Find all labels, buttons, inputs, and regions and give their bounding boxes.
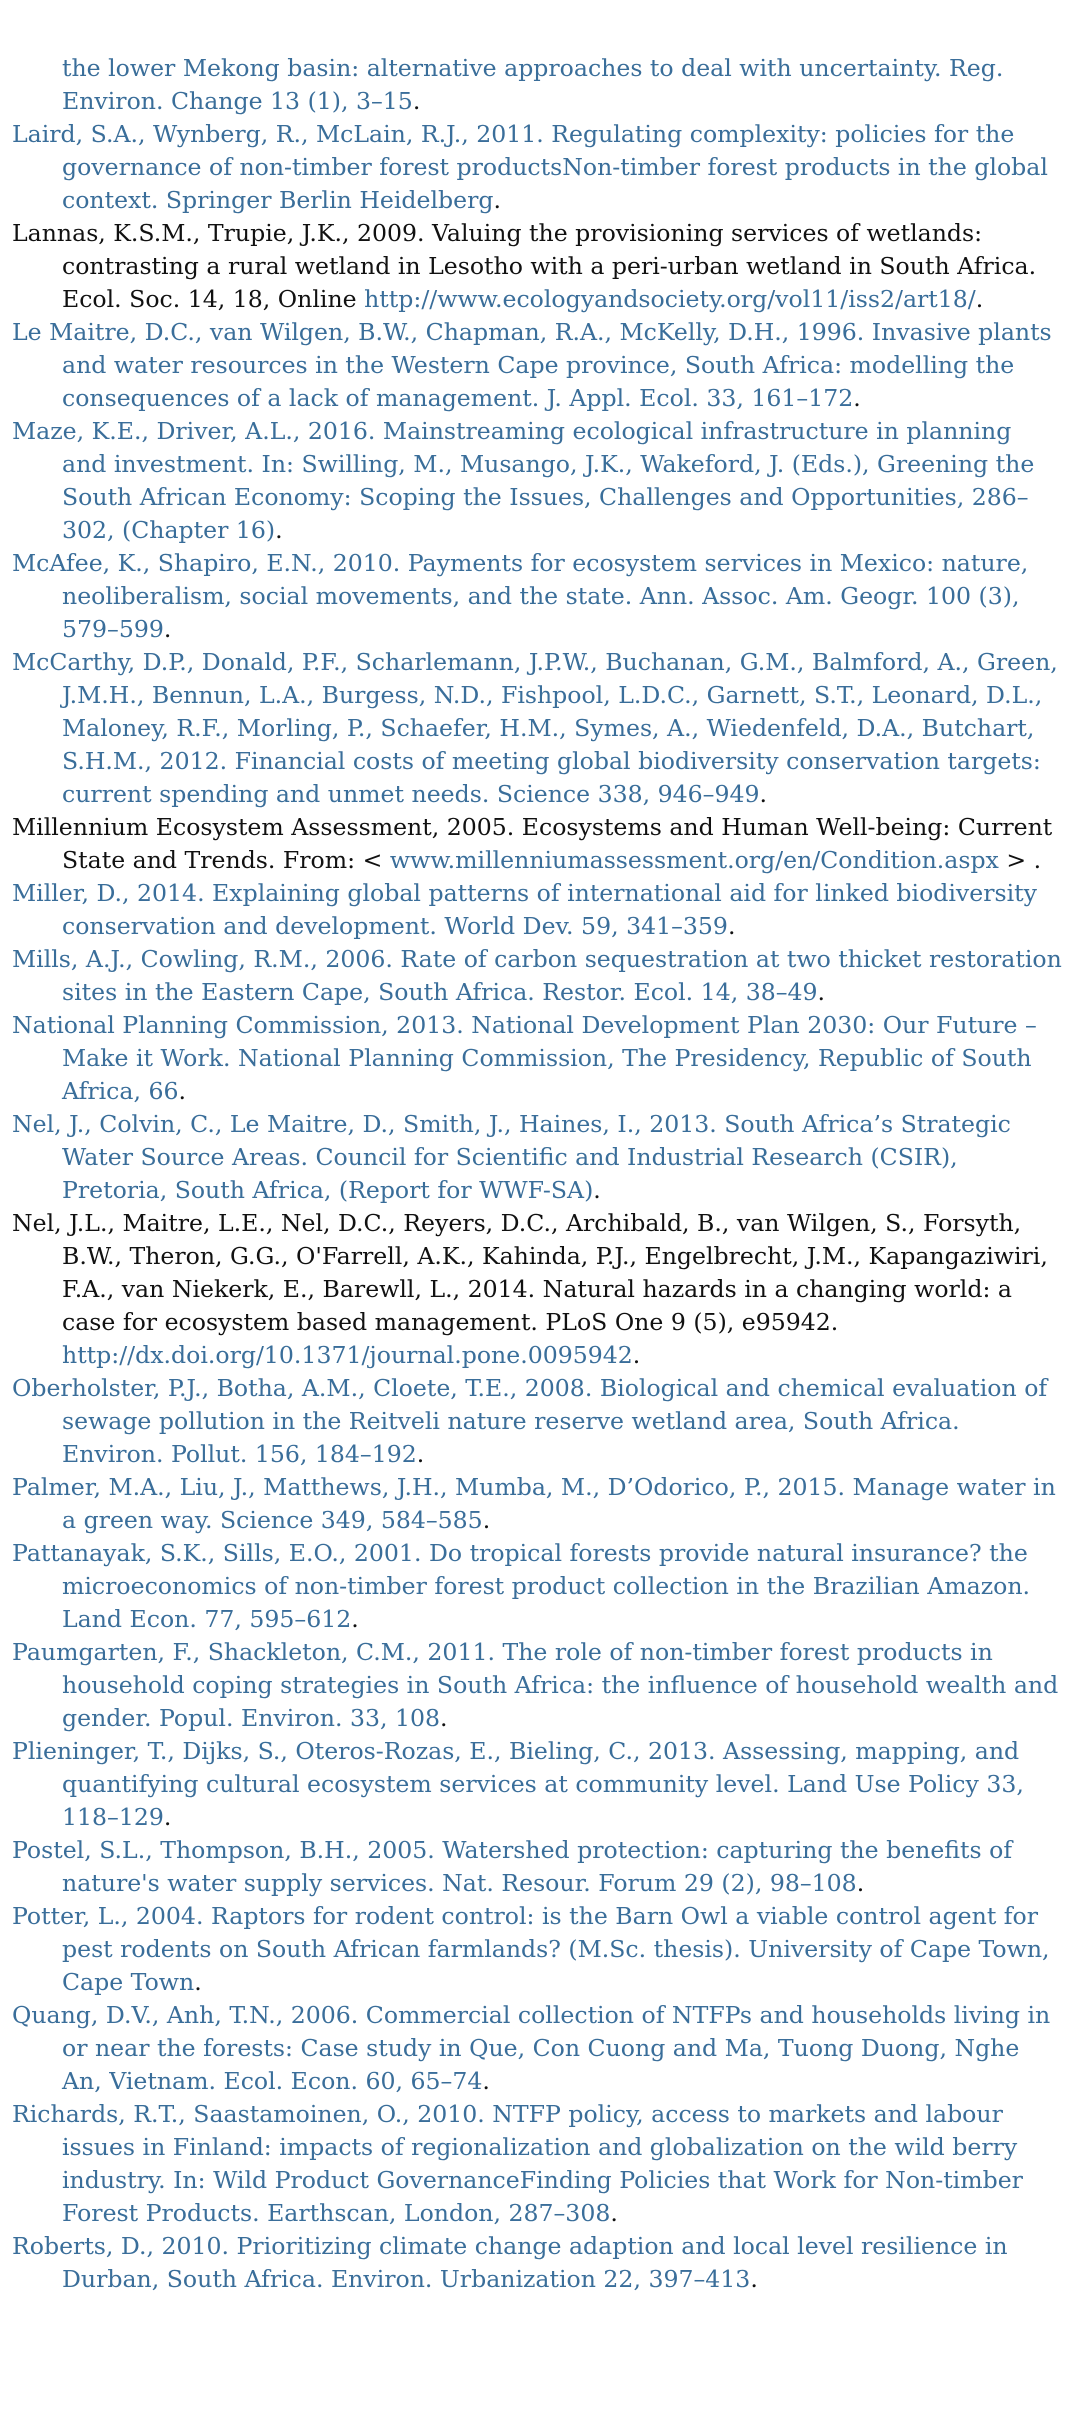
reference-text: . (975, 285, 984, 313)
reference-entry (12, 2098, 1062, 2230)
reference-text: . (194, 1968, 202, 1996)
reference-link[interactable]: Maze, K.E., Driver, A.L., 2016. Mainstreaming ecological infrastructure in planning and investment. In: Swilling, M., Musango, J.K., Wakeford, J. (Eds.), Greening the South African Economy: Scoping the Issues, Challenges and Opportunities, 286–302, (Chapter 16) (12, 417, 1035, 544)
reference-text: . (593, 1176, 601, 1204)
reference-entry (12, 1537, 1062, 1636)
reference-entry (12, 1471, 1062, 1537)
reference-entry (12, 316, 1062, 415)
reference-link[interactable]: Roberts, D., 2010. Prioritizing climate change adaption and local level resilience in Durban, South Africa. Environ. Urbanization 22, 397–413 (12, 2232, 1008, 2293)
reference-text: . (416, 1440, 425, 1468)
reference-link[interactable]: Palmer, M.A., Liu, J., Matthews, J.H., Mumba, M., D’Odorico, P., 2015. Manage water in a green way. Science 349, 584–585 (12, 1473, 1056, 1534)
reference-entry (12, 1372, 1062, 1471)
reference-link[interactable]: Postel, S.L., Thompson, B.H., 2005. Watershed protection: capturing the benefits of nature's water supply services. Nat. Resour. Forum 29 (2), 98–108 (12, 1836, 1013, 1897)
reference-entry (12, 646, 1062, 811)
reference-text: . (163, 1803, 172, 1831)
reference-entry (12, 1735, 1062, 1834)
reference-entry (12, 415, 1062, 547)
reference-text: . (632, 1341, 641, 1369)
reference-text: Nel, J.L., Maitre, L.E., Nel, D.C., Reyers, D.C., Archibald, B., van Wilgen, S., Forsyth, B.W., Theron, G.G., O'Farrell, A.K., Kahinda, P.J., Engelbrecht, J.M., Kapangaziwiri, F.A., van Niekerk, E., Barewll, L., 2014. Natural hazards in a changing world: a case for ecosystem based management. PLoS One 9 (5), e95942. (12, 1209, 1048, 1336)
reference-entry (12, 547, 1062, 646)
reference-text: . (351, 1605, 359, 1633)
reference-text: . (482, 1506, 491, 1534)
reference-entry (12, 52, 1062, 118)
reference-text: . (750, 2265, 758, 2293)
reference-link[interactable]: Plieninger, T., Dijks, S., Oteros-Rozas, E., Bieling, C., 2013. Assessing, mapping, and quantifying cultural ecosystem services at community level. Land Use Policy 33, 118–129 (12, 1737, 1024, 1831)
reference-text: . (853, 384, 861, 412)
reference-link[interactable]: Mills, A.J., Cowling, R.M., 2006. Rate of carbon sequestration at two thicket restoration sites in the Eastern Cape, South Africa. Restor. Ecol. 14, 38–49 (12, 945, 1062, 1006)
reference-link[interactable]: McAfee, K., Shapiro, E.N., 2010. Payments for ecosystem services in Mexico: nature, neoliberalism, social movements, and the state. Ann. Assoc. Am. Geogr. 100 (3), 579–599 (12, 549, 1029, 643)
reference-entry (12, 877, 1062, 943)
reference-link[interactable]: Pattanayak, S.K., Sills, E.O., 2001. Do tropical forests provide natural insurance? the microeconomics of non-timber forest product collection in the Brazilian Amazon. Land Econ. 77, 595–612 (12, 1539, 1031, 1633)
reference-text: Millennium Ecosystem Assessment, 2005. Ecosystems and Human Well-being: Current State and Trends. From: < (12, 813, 1053, 874)
reference-link[interactable]: http://dx.doi.org/10.1371/journal.pone.0095942 (62, 1341, 633, 1369)
reference-text: . (275, 516, 283, 544)
reference-link[interactable]: Potter, L., 2004. Raptors for rodent control: is the Barn Owl a viable control agent for pest rodents on South African farmlands? (M.Sc. thesis). University of Cape Town, Cape Town (12, 1902, 1050, 1996)
reference-link[interactable]: Miller, D., 2014. Explaining global patterns of international aid for linked biodiversity conservation and development. World Dev. 59, 341–359 (12, 879, 1037, 940)
reference-link[interactable]: Oberholster, P.J., Botha, A.M., Cloete, T.E., 2008. Biological and chemical evaluation of sewage pollution in the Reitveli nature reserve wetland area, South Africa. Environ. Pollut. 156, 184–192 (12, 1374, 1048, 1468)
reference-text: . (759, 780, 767, 808)
reference-link[interactable]: www.millenniumassessment.org/en/Condition.aspx (389, 846, 999, 874)
reference-link[interactable]: Paumgarten, F., Shackleton, C.M., 2011. The role of non-timber forest products in household coping strategies in South Africa: the influence of household wealth and gender. Popul. Environ. 33, 108 (12, 1638, 1059, 1732)
reference-text: . (493, 186, 501, 214)
reference-list (12, 52, 1062, 2296)
reference-text: . (163, 615, 172, 643)
reference-text: . (817, 978, 826, 1006)
reference-link[interactable]: Le Maitre, D.C., van Wilgen, B.W., Chapman, R.A., McKelly, D.H., 1996. Invasive plants and water resources in the Western Cape province, South Africa: modelling the consequences of a lack of management. J. Appl. Ecol. 33, 161–172 (12, 318, 1052, 412)
reference-link[interactable]: National Planning Commission, 2013. National Development Plan 2030: Our Future – Make it Work. National Planning Commission, The Presidency, Republic of South Africa, 66 (12, 1011, 1037, 1105)
reference-text: Lannas, K.S.M., Trupie, J.K., 2009. Valuing the provisioning services of wetlands: contrasting a rural wetland in Lesotho with a peri-urban wetland in South Africa. Ecol. Soc. 14, 18, Online (12, 219, 1037, 313)
reference-entry (12, 1207, 1062, 1372)
reference-text: . (440, 1704, 448, 1732)
reference-link[interactable]: McCarthy, D.P., Donald, P.F., Scharlemann, J.P.W., Buchanan, G.M., Balmford, A., Green, J.M.H., Bennun, L.A., Burgess, N.D., Fishpool, L.D.C., Garnett, S.T., Leonard, D.L., Maloney, R.F., Morling, P., Schaefer, H.M., Symes, A., Wiedenfeld, D.A., Butchart, S.H.M., 2012. Financial costs of meeting global biodiversity conservation targets: current spending and unmet needs. Science 338, 946–949 (12, 648, 1058, 808)
reference-entry (12, 811, 1062, 877)
reference-text: . (412, 87, 421, 115)
reference-entry (12, 1834, 1062, 1900)
reference-entry (12, 1009, 1062, 1108)
reference-entry (12, 1999, 1062, 2098)
reference-entry (12, 118, 1062, 217)
reference-link[interactable]: Richards, R.T., Saastamoinen, O., 2010. NTFP policy, access to markets and labour issues in Finland: impacts of regionalization and globalization on the wild berry industry. In: Wild Product GovernanceFinding Policies that Work for Non-timber Forest Products. Earthscan, London, 287–308 (12, 2100, 1023, 2227)
reference-text: . (178, 1077, 186, 1105)
reference-entry (12, 2230, 1062, 2296)
reference-entry (12, 217, 1062, 316)
reference-text: . (856, 1869, 865, 1897)
reference-entry (12, 1636, 1062, 1735)
reference-text: . (610, 2199, 618, 2227)
reference-entry (12, 1108, 1062, 1207)
reference-text: . (727, 912, 736, 940)
reference-entry (12, 1900, 1062, 1999)
reference-link[interactable]: Quang, D.V., Anh, T.N., 2006. Commercial collection of NTFPs and households living in or near the forests: Case study in Que, Con Cuong and Ma, Tuong Duong, Nghe An, Vietnam. Ecol. Econ. 60, 65–74 (12, 2001, 1051, 2095)
reference-entry (12, 943, 1062, 1009)
reference-link[interactable]: http://www.ecologyandsociety.org/vol11/iss2/art18/ (364, 285, 976, 313)
reference-text: > . (998, 846, 1042, 874)
reference-link[interactable]: Laird, S.A., Wynberg, R., McLain, R.J., 2011. Regulating complexity: policies for the governance of non-timber forest productsNon-timber forest products in the global context. Springer Berlin Heidelberg (12, 120, 1048, 214)
reference-link[interactable]: Nel, J., Colvin, C., Le Maitre, D., Smith, J., Haines, I., 2013. South Africa’s Strategic Water Source Areas. Council for Scientific and Industrial Research (CSIR), Pretoria, South Africa, (Report for WWF-SA) (12, 1110, 1011, 1204)
reference-link[interactable]: the lower Mekong basin: alternative approaches to deal with uncertainty. Reg. Environ. Change 13 (1), 3–15 (62, 54, 1004, 115)
reference-text: . (482, 2067, 490, 2095)
